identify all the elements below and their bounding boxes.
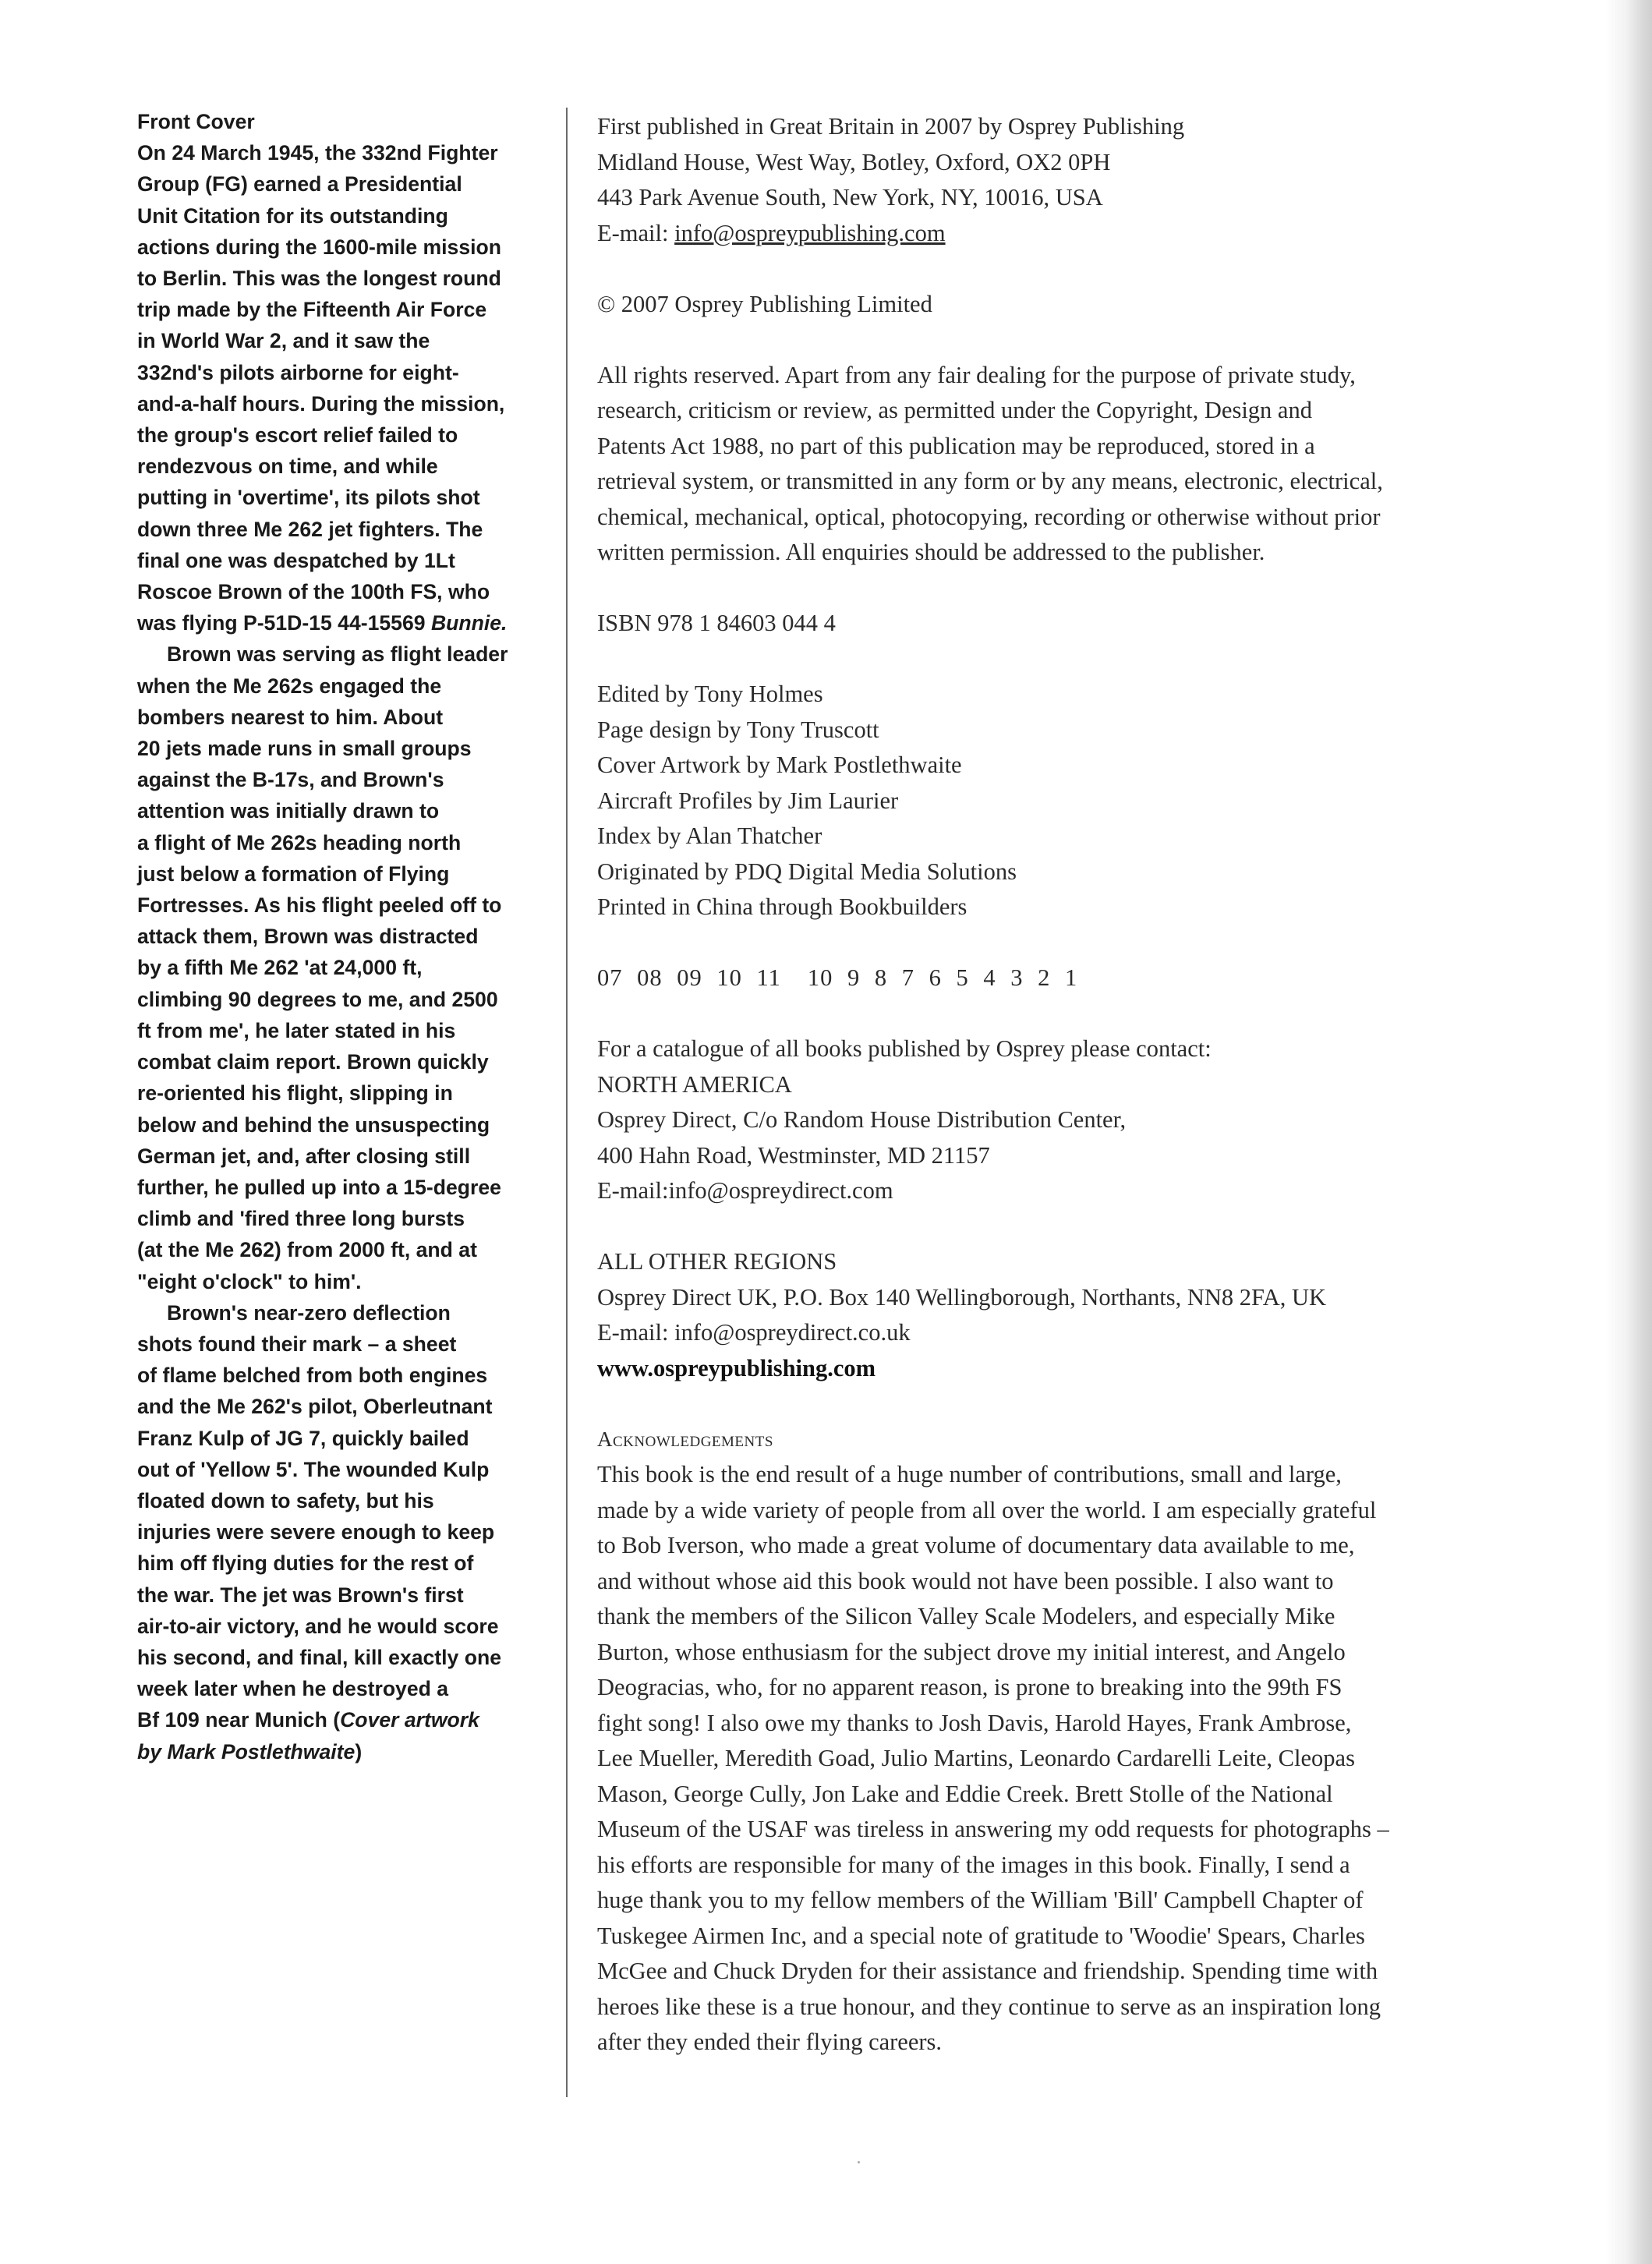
acknowledgement-line: huge thank you to my fellow members of the William 'Bill' Campbell Chapter of [597,1887,1364,1913]
caption-line: his second, and final, kill exactly one [137,1645,502,1669]
isbn: ISBN 978 1 84603 044 4 [597,610,836,636]
scan-speck [858,2161,860,2163]
acknowledgement-line: fight song! I also owe my thanks to Josh Davis, Harold Hayes, Frank Ambrose, [597,1709,1352,1736]
caption-line: and-a-half hours. During the mission, [137,391,505,416]
caption-line: injuries were severe enough to keep [137,1520,495,1544]
caption-line: Roscoe Brown of the 100th FS, who [137,580,490,604]
front-cover-caption [137,106,550,1767]
caption-line [137,1704,550,1735]
caption-line: rendezvous on time, and while [137,455,438,479]
north-america-heading: NORTH AMERICA [597,1070,792,1098]
credit-line: Originated by PDQ Digital Media Solutions [597,858,1017,885]
caption-line: of flame belched from both engines [137,1364,488,1388]
publisher-email-line [597,216,1478,252]
acknowledgement-line: to Bob Iverson, who made a great volume of documentary data available to me, [597,1532,1355,1558]
caption-line: to Berlin. This was the longest round [137,267,501,291]
publisher-address: Midland House, West Way, Botley, Oxford, OX2 0PH [597,148,1111,175]
caption-line [137,607,550,639]
other-regions-email[interactable]: E-mail: info@ospreydirect.co.uk [597,1319,911,1346]
other-regions-block [597,1244,1478,1386]
caption-line: Unit Citation for its outstanding [137,203,448,228]
caption-line: just below a formation of Flying [137,861,450,886]
acknowledgement-line: Tuskegee Airmen Inc, and a special note of gratitude to 'Woodie' Spears, Charles [597,1922,1365,1949]
acknowledgement-line: Burton, whose enthusiasm for the subject drove my initial interest, and Angelo [597,1638,1346,1665]
caption-line: trip made by the Fifteenth Air Force [137,298,487,322]
caption-line: air-to-air victory, and he would score [137,1614,499,1638]
credit-line: Aircraft Profiles by Jim Laurier [597,787,899,814]
credit-line: Printed in China through Bookbuilders [597,893,967,920]
rights-line: Patents Act 1988, no part of this publication may be reproduced, stored in a [597,432,1315,459]
other-regions-address: Osprey Direct UK, P.O. Box 140 Wellingborough, Northants, NN8 2FA, UK [597,1283,1327,1311]
caption-line: in World War 2, and it saw the [137,329,430,353]
acknowledgement-line: Mason, George Cully, Jon Lake and Eddie Creek. Brett Stolle of the National [597,1780,1333,1807]
caption-line: floated down to safety, but his [137,1488,434,1512]
credit-line: Edited by Tony Holmes [597,681,823,707]
print-years: 07 08 09 10 11 [597,964,781,991]
caption-line: attention was initially drawn to [137,799,440,823]
page-edge-shadow [1605,0,1652,2264]
front-cover-paragraph-2 [137,639,550,1296]
acknowledgement-line: McGee and Chuck Dryden for their assistance and friendship. Spending time with [597,1958,1378,1984]
caption-line: 332nd's pilots airborne for eight- [137,360,459,384]
website-link[interactable]: www.ospreypublishing.com [597,1354,876,1381]
print-line [597,960,1478,996]
rights-paragraph [597,358,1478,571]
acknowledgements-block [597,1422,1478,2061]
credits-block [597,677,1478,925]
credit-line: Page design by Tony Truscott [597,716,879,743]
caption-text: ) [355,1739,363,1763]
imprint-column [597,109,1478,2061]
caption-line: Brown's near-zero deflection [167,1300,451,1325]
caption-line: (at the Me 262) from 2000 ft, and at [137,1238,477,1262]
caption-line: Group (FG) earned a Presidential [137,172,462,196]
caption-line: combat claim report. Brown quickly [137,1050,489,1074]
caption-line: week later when he destroyed a [137,1677,449,1701]
caption-line: Franz Kulp of JG 7, quickly bailed [137,1426,469,1450]
publisher-line: First published in Great Britain in 2007 by Osprey Publishing [597,113,1185,140]
email-label: E-mail: [597,219,675,246]
acknowledgement-line: his efforts are responsible for many of the images in this book. Finally, I send a [597,1851,1350,1878]
caption-line: Fortresses. As his flight peeled off to [137,893,502,918]
caption-line: "eight o'clock" to him'. [137,1269,362,1293]
caption-line: re-oriented his flight, slipping in [137,1081,453,1105]
caption-line: shots found their mark – a sheet [137,1332,457,1356]
column-divider [566,108,568,2097]
rights-line: chemical, mechanical, optical, photocopying, recording or otherwise without prior [597,503,1381,530]
caption-line: 20 jets made runs in small groups [137,737,472,761]
acknowledgement-line: made by a wide variety of people from all over the world. I am especially grateful [597,1496,1377,1523]
credit-line: Cover Artwork by Mark Postlethwaite [597,752,962,778]
caption-line: by a fifth Me 262 'at 24,000 ft, [137,956,423,980]
rights-line: written permission. All enquiries should be addressed to the publisher. [597,539,1265,565]
artwork-credit: Cover artwork [340,1708,479,1732]
front-cover-paragraph-1 [137,137,550,639]
rights-line: All rights reserved. Apart from any fair dealing for the purpose of private study, [597,361,1356,388]
acknowledgement-line: heroes like these is a true honour, and they continue to serve as an inspiration long [597,1993,1381,2020]
acknowledgement-line: thank the members of the Silicon Valley Scale Modelers, and especially Mike [597,1603,1335,1629]
publisher-block [597,109,1478,251]
contact-intro: For a catalogue of all books published by Osprey please contact: [597,1035,1212,1062]
publisher-email-link[interactable]: info@ospreypublishing.com [674,219,946,246]
caption-line: climb and 'fired three long bursts [137,1207,465,1231]
north-america-email[interactable]: E-mail:info@ospreydirect.com [597,1177,893,1204]
caption-line: attack them, Brown was distracted [137,925,479,949]
publisher-address: 443 Park Avenue South, New York, NY, 10016, USA [597,184,1103,210]
caption-line: out of 'Yellow 5'. The wounded Kulp [137,1457,490,1481]
contact-block [597,1031,1478,1209]
caption-line: below and behind the unsuspecting [137,1113,490,1137]
rights-line: retrieval system, or transmitted in any form or by any means, electronic, electrical, [597,468,1383,494]
copyright-notice: © 2007 Osprey Publishing Limited [597,290,932,317]
caption-line: further, he pulled up into a 15-degree [137,1175,501,1199]
acknowledgements-heading: Acknowledgements [597,1427,773,1451]
caption-line: bombers nearest to him. About [137,705,444,729]
caption-line: German jet, and, after closing still [137,1144,471,1168]
caption-line: ft from me', he later stated in his [137,1018,456,1042]
acknowledgement-line: This book is the end result of a huge number of contributions, small and large, [597,1461,1342,1488]
caption-line: down three Me 262 jet fighters. The [137,517,483,541]
acknowledgement-line: and without whose aid this book would not have been possible. I also want to [597,1567,1334,1594]
caption-line: On 24 March 1945, the 332nd Fighter [137,141,498,165]
caption-line: putting in 'overtime', its pilots shot [137,486,480,510]
caption-line: actions during the 1600-mile mission [137,235,501,259]
caption-line: the group's escort relief failed to [137,423,458,447]
caption-line: and the Me 262's pilot, Oberleutnant [137,1395,493,1419]
rights-line: research, criticism or review, as permitted under the Copyright, Design and [597,397,1312,423]
caption-line: climbing 90 degrees to me, and 2500 [137,987,498,1011]
north-america-address: 400 Hahn Road, Westminster, MD 21157 [597,1141,990,1169]
acknowledgement-line: Museum of the USAF was tireless in answering my odd requests for photographs – [597,1816,1389,1842]
acknowledgement-line: after they ended their flying careers. [597,2029,943,2055]
caption-text: Bf 109 near Munich ( [137,1708,341,1732]
credit-line: Index by Alan Thatcher [597,822,822,849]
caption-line [137,1736,550,1767]
acknowledgement-line: Lee Mueller, Meredith Goad, Julio Martins, Leonardo Cardarelli Leite, Cleopas [597,1745,1355,1771]
front-cover-paragraph-3 [137,1297,550,1767]
aircraft-name: Bunnie. [430,611,508,635]
caption-text: was flying P-51D-15 44-15569 [137,611,431,635]
print-run: 10 9 8 7 6 5 4 3 2 1 [807,964,1078,991]
artwork-credit: by Mark Postlethwaite [137,1739,356,1763]
acknowledgement-line: Deogracias, who, for no apparent reason, is prone to breaking into the 99th FS [597,1674,1342,1700]
caption-line: when the Me 262s engaged the [137,674,442,698]
caption-line: him off flying duties for the rest of [137,1551,474,1576]
other-regions-heading: ALL OTHER REGIONS [597,1248,837,1275]
front-cover-heading: Front Cover [137,110,255,133]
caption-line: against the B-17s, and Brown's [137,768,444,792]
caption-line: Brown was serving as flight leader [167,642,508,667]
caption-line: the war. The jet was Brown's first [137,1583,464,1607]
north-america-address: Osprey Direct, C/o Random House Distribution Center, [597,1106,1127,1133]
caption-line: final one was despatched by 1Lt [137,548,455,572]
caption-line: a flight of Me 262s heading north [137,830,462,854]
